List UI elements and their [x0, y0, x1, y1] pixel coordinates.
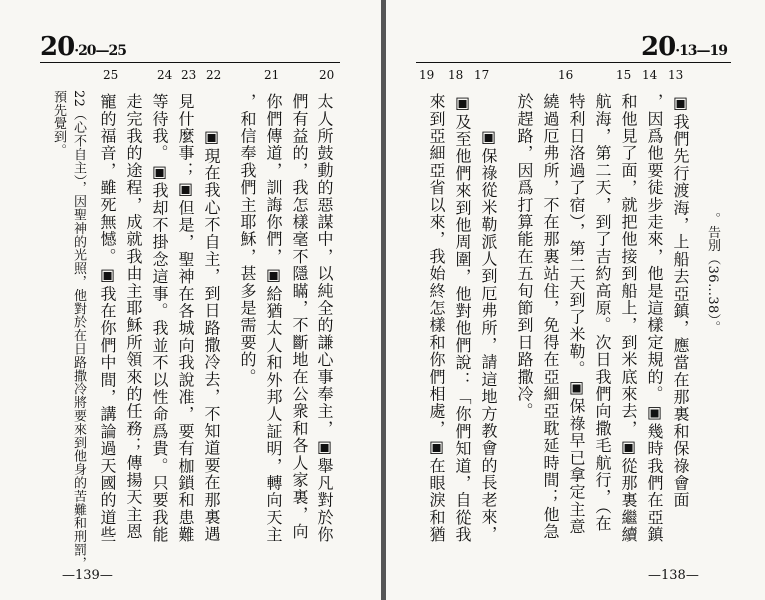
- right-side-note: 。告別（36…38）。: [705, 212, 720, 334]
- left-verse-number: 22: [206, 68, 222, 82]
- left-header-rule: [40, 62, 340, 63]
- left-text-column: 們有益的，我怎樣毫不隱瞞，不斷地在公衆和各人家裏，向: [290, 93, 309, 541]
- left-page-number: —139—: [62, 568, 113, 583]
- right-text-column: ▣及至他們來到他周圍，他對他們說：「你們知道，自從我: [453, 93, 472, 544]
- right-text-column: 和他見了面，就把他接到船上，到米底來去，▣從那裏繼續: [619, 93, 638, 544]
- right-page: [386, 0, 765, 600]
- right-header-range: 13—19: [679, 43, 728, 59]
- right-page-header: 20·13—19: [641, 32, 728, 62]
- left-verse-number: 23: [181, 68, 197, 82]
- right-verse-number: 18: [448, 68, 464, 82]
- right-text-column: ▣我們先行渡海，上船去亞鎮，應當在那裏和保祿會面: [671, 93, 690, 509]
- left-verse-number: 24: [157, 68, 173, 82]
- right-text-column: 繞過厄弗所，不在那裏站住，免得在亞細亞耽延時間；他急: [541, 93, 560, 541]
- right-page-number: —138—: [648, 568, 699, 583]
- left-text-column: 太人所鼓動的惡謀中，以純全的謙心事奉主，▣舉凡對於你: [315, 93, 334, 544]
- left-verse-number: 21: [264, 68, 280, 82]
- right-verse-number: 17: [474, 68, 490, 82]
- left-text-column: ，和信奉我們主耶穌，甚多是需要的。: [238, 93, 257, 386]
- left-text-column: 等待我。▣我却不掛念這事。我並不以性命爲貴。只要我能: [150, 93, 169, 544]
- left-text-column: ▣現在我心不自主，到日路撒冷去，不知道要在那裏遇: [202, 127, 221, 543]
- left-footnote-column: 預先覺到。: [51, 90, 66, 157]
- left-text-column: 見什麼事；▣但是，聖神在各城向我說准，要有枷鎖和患難: [176, 93, 195, 544]
- left-verse-number: 25: [103, 68, 119, 82]
- left-header-range: 20—25: [78, 43, 127, 59]
- left-verse-number: 20: [319, 68, 335, 82]
- left-text-column: 你們傳道，訓誨你們，▣給猶太人和外邦人証明，轉向天主: [264, 93, 283, 544]
- left-text-column: 走完我的途程，成就我由主耶穌所領來的任務；傳揚天主恩: [124, 93, 143, 541]
- right-header-chapter: 20: [641, 32, 676, 62]
- right-verse-number: 13: [668, 68, 684, 82]
- right-verse-number: 16: [558, 68, 574, 82]
- left-text-column: 寵的福音，雖死無憾。▣我在你們中間，講論過天國的道些: [98, 93, 117, 544]
- right-text-column: ，因爲他要徒步走來，他是這樣定規的。▣幾時我們在亞鎮: [645, 93, 664, 544]
- right-text-column: 特利日洛過了宿），第二天到了米勒。▣保祿早已拿定主意: [567, 93, 586, 536]
- right-verse-number: 19: [419, 68, 435, 82]
- left-footnote-column: 22（心不自主），因聖神的光照，他對於在日路撒冷將要來到他身的苦難和刑罰，: [71, 90, 86, 570]
- right-verse-number: 14: [642, 68, 658, 82]
- right-text-column: 於趕路，因爲打算能在五旬節到日路撒冷。: [515, 93, 534, 420]
- left-page-header: 20·20—25: [40, 32, 127, 62]
- right-verse-number: 15: [616, 68, 632, 82]
- left-page: [0, 0, 381, 600]
- right-text-column: 來到亞細亞省以來，我始終怎樣和你們相處，▣在眼淚和猶: [427, 93, 446, 544]
- right-header-rule: [416, 62, 731, 63]
- right-text-column: ▣保祿從米勒派人到厄弗所，請這地方教會的長老來，: [479, 127, 498, 543]
- left-header-chapter: 20: [40, 32, 75, 62]
- right-text-column: 航海，第二天，到了吉約高原。次日我們向撒毛航行，（在: [593, 93, 612, 533]
